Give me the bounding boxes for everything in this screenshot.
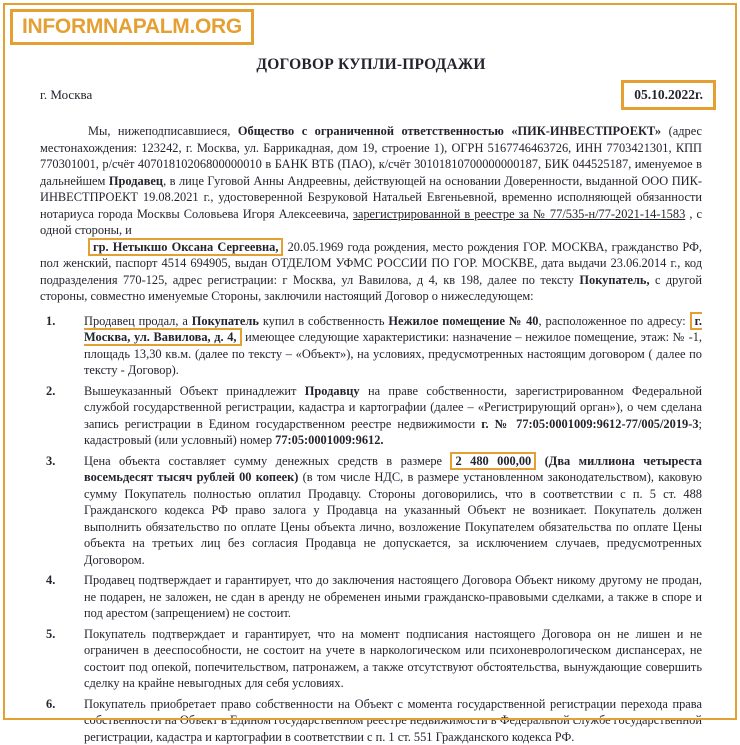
text-segment: купил в собственность	[258, 313, 389, 328]
text-segment: на праве собственности, зарегистрированном Федеральной службой государственной регистрации, кадастра и картографии (далее – «Регистрирующий орган»), о чем сделана запись регистрации в Едином государственном реестре недвижимости	[84, 383, 702, 431]
text-segment: Вышеуказанный Объект принадлежит	[84, 383, 305, 398]
place-date-row	[40, 79, 702, 111]
clause-row	[40, 383, 702, 449]
contract-date-badge: 05.10.2022г.	[621, 80, 716, 110]
contract-title: ДОГОВОР КУПЛИ-ПРОДАЖИ	[256, 56, 486, 74]
text-segment: Продавец продал, а	[84, 313, 192, 328]
text-segment: , с одной стороны, и	[40, 206, 703, 238]
text-segment: Продавец подтверждает и гарантирует, что до заключения настоящего Договора Объект никому другому не продан, не подарен, не заложен, не сдан в аренду не обременен иными гражданско-правовыми сделками, а также в споре и под арестом (запрещением) не состоит.	[84, 573, 702, 621]
clause-text	[84, 572, 702, 622]
contract-place: г. Москва	[40, 87, 93, 103]
preamble-paragraph-seller	[40, 123, 702, 239]
clause-row	[40, 626, 702, 692]
clause-list	[40, 313, 702, 745]
clause-text	[84, 626, 702, 692]
clause-number: 2.	[46, 383, 56, 398]
text-segment: с другой стороны, совместно именуемые Стороны, заключили настоящий Договор о нижеследующем:	[40, 272, 703, 304]
clause-text	[84, 453, 702, 569]
text-segment: Нежилое помещение № 40	[388, 313, 539, 328]
clause-number: 5.	[46, 626, 56, 641]
text-segment: Покупатель подтверждает и гарантирует, что на момент подписания настоящего Договора он не лишен и не ограничен в дееспособности, не состоит на учете в наркологическом или психоневрологическом диспансерах, не состоит под опекой, попечительством, патронажем, а также отсутствуют обстоятельства, вынуждающие совершить сделку на крайне невыгодных для себя условиях.	[84, 626, 702, 691]
text-segment: Цена объекта составляет сумму денежных средств в размере	[84, 453, 451, 468]
clause-row	[40, 696, 702, 745]
preamble	[40, 123, 702, 305]
text-segment: Продавец	[108, 173, 164, 188]
text-segment: , расположенное по адресу:	[538, 313, 690, 328]
clause-text	[84, 696, 702, 745]
text-segment: г. № 77:05:0001009:9612-77/005/2019-3	[481, 416, 699, 431]
preamble-paragraph-buyer	[40, 239, 702, 305]
text-segment: Общество с ограниченной ответственностью «ПИК-ИНВЕСТПРОЕКТ»	[237, 124, 662, 139]
clause-text	[84, 313, 702, 379]
text-segment: (в том числе НДС, в размере установленном законодательством), каковую сумму Покупатель полностью оплатил Продавцу. Стороны договорились, что в соответствии с п. 5 ст. 488 Гражданского кодекса РФ право залога у Продавца на указанный Объект не возникает. Покупатель должен выполнить обязательство по оплате Цены объекта лично, возложение Покупателем обязательства по оплате Цены объекта на третьих лиц без согласия Продавца не допускается, за исключением случаев, предусмотренных Договором.	[84, 470, 702, 567]
text-segment: Покупатель приобретает право собственности на Объект с момента государственной регистрации перехода права собственности на Объект в Едином государственном реестре недвижимости в Федеральной службе государственной регистрации, кадастра и картографии в соответствии с п. 1 ст. 551 Гражданского кодекса РФ.	[84, 696, 702, 744]
text-segment: ; кадастровый (или условный) номер	[84, 416, 702, 448]
highlighted-text: гр. Нетыкшо Оксана Сергеевна,	[88, 238, 283, 256]
clause-number: 6.	[46, 696, 56, 711]
clause-number: 1.	[46, 313, 56, 328]
highlighted-text: г. Москва, ул. Вавилова, д. 4,	[84, 313, 702, 345]
text-segment: Покупатель	[191, 313, 259, 328]
clause-number: 3.	[46, 453, 56, 468]
clause-number: 4.	[46, 573, 56, 588]
text-segment: , в лице Гуговой Анны Андреевны, действующей на основании Доверенности, выданной ООО ПИК-ИНВЕСТПРОЕКТ 19.08.2021 г., удостоверенной Безруковой Натальей Евгеньевной, временно исполняющей обязанности нотариуса города Москвы Соловьева Игоря Алексеевича,	[40, 173, 702, 221]
highlighted-text: 2 480 000,00	[450, 452, 536, 470]
text-segment: (Два миллиона четыреста восемьдесят тысяч рублей 00 копеек)	[84, 453, 702, 485]
text-segment: 20.05.1969 года рождения, место рождения ГОР. МОСКВА, гражданство РФ, пол женский, паспорт 4514 694905, выдан ОТДЕЛОМ УФМС РОССИИ ПО ГОР. МОСКВЕ, дата выдачи 23.06.2014 г., код подразделения 770-125, адрес регистрации: г Москва, ул Вавилова, д 4, кв 198, далее по тексту	[40, 239, 702, 287]
text-segment: Мы, нижеподписавшиеся,	[88, 124, 238, 139]
clause-row	[40, 313, 702, 379]
clause-row	[40, 453, 702, 569]
text-segment: зарегистрированной в реестре за № 77/535-н/77-2021-14-1583	[352, 206, 686, 221]
text-segment: имеющее следующие характеристики: назначение – нежилое помещение, этаж: № -1, площадь 13,30 кв.м. (далее по тексту – «Объект»), на условиях, предусмотренных настоящим договором ( далее по тексту - Договор).	[84, 330, 702, 378]
informnapalm-watermark: INFORMNAPALM.ORG	[10, 9, 254, 45]
text-segment: 77:05:0001009:9612.	[275, 433, 384, 448]
text-segment: Покупатель,	[579, 272, 650, 287]
clause-text	[84, 383, 702, 449]
text-segment: (адрес местонахождения: 123242, г. Москва, ул. Баррикадная, дом 19, строение 1), ОГРН 5167746463726, ИНН 7703421301, КПП 770301001, р/счёт 40701810206800000010 в БАНК ВТБ (ПАО), к/счёт 30101810700000000187, БИК 044525187, именуемое в дальнейшем	[40, 124, 703, 188]
clause-row	[40, 572, 702, 622]
text-segment: Продавцу	[304, 383, 360, 398]
